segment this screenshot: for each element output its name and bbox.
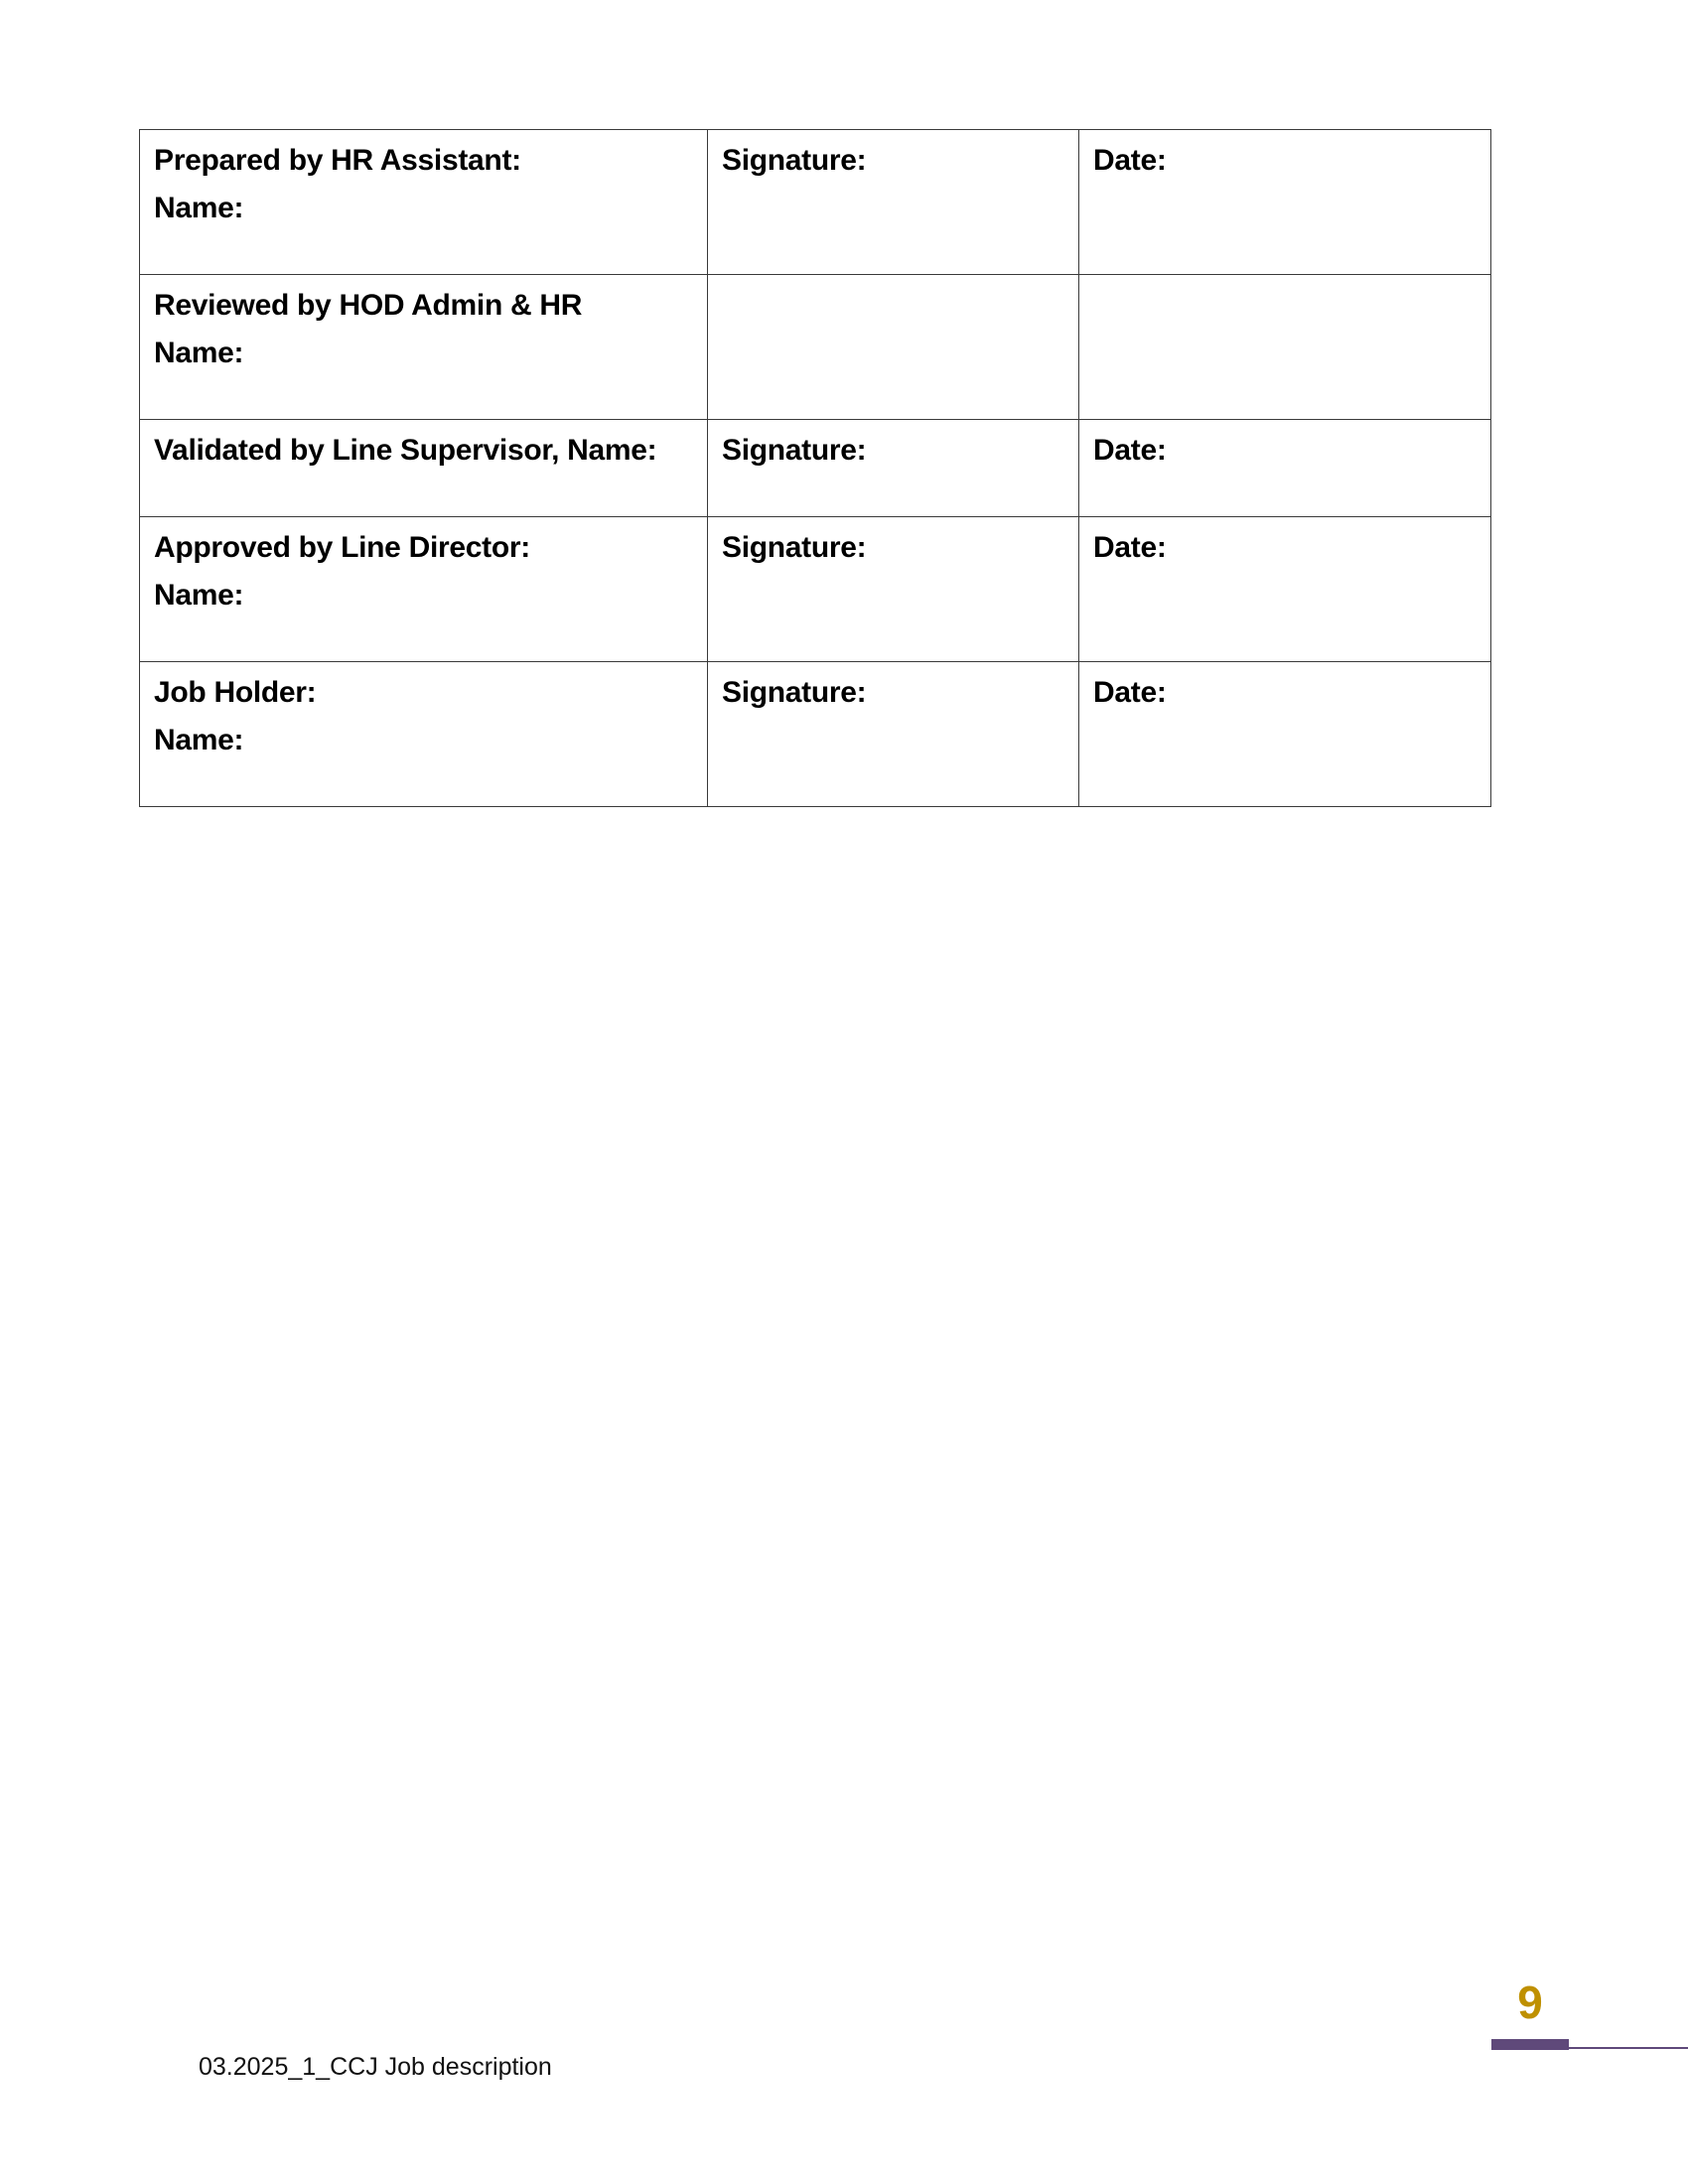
table-row: [140, 275, 1491, 420]
role-label: Reviewed by HOD Admin & HR: [154, 289, 583, 322]
signature-label: Signature:: [722, 434, 867, 467]
role-label: Job Holder:: [154, 676, 317, 709]
footer-rule-accent: [1491, 2039, 1569, 2050]
date-cell: [1079, 275, 1491, 420]
table-row: [140, 420, 1491, 517]
signature-cell: [708, 662, 1079, 807]
signoff-table: [139, 129, 1491, 807]
role-label: Approved by Line Director:: [154, 531, 530, 564]
signature-label: Signature:: [722, 531, 867, 564]
role-cell: [140, 517, 708, 662]
date-cell: [1079, 130, 1491, 275]
date-cell: [1079, 420, 1491, 517]
date-cell: [1079, 662, 1491, 807]
role-cell: [140, 420, 708, 517]
table-row: [140, 517, 1491, 662]
role-label: Validated by Line Supervisor, Name:: [154, 434, 657, 467]
date-label: Date:: [1093, 676, 1167, 709]
role-label: Prepared by HR Assistant:: [154, 144, 521, 177]
role-cell: [140, 130, 708, 275]
signature-cell: [708, 517, 1079, 662]
name-label: Name:: [154, 579, 244, 612]
name-label: Name:: [154, 337, 244, 369]
signature-label: Signature:: [722, 144, 867, 177]
name-label: Name:: [154, 724, 244, 756]
footer-document-name: 03.2025_1_CCJ Job description: [199, 2053, 552, 2081]
signature-cell: [708, 275, 1079, 420]
role-cell: [140, 275, 708, 420]
name-label: Name:: [154, 192, 244, 224]
table-row: [140, 662, 1491, 807]
date-label: Date:: [1093, 531, 1167, 564]
signature-label: Signature:: [722, 676, 867, 709]
signature-cell: [708, 130, 1079, 275]
role-cell: [140, 662, 708, 807]
footer-rule: [1569, 2047, 1688, 2049]
signature-cell: [708, 420, 1079, 517]
page-number: 6: [1517, 1977, 1543, 2028]
table-row: [140, 130, 1491, 275]
date-cell: [1079, 517, 1491, 662]
date-label: Date:: [1093, 434, 1167, 467]
date-label: Date:: [1093, 144, 1167, 177]
